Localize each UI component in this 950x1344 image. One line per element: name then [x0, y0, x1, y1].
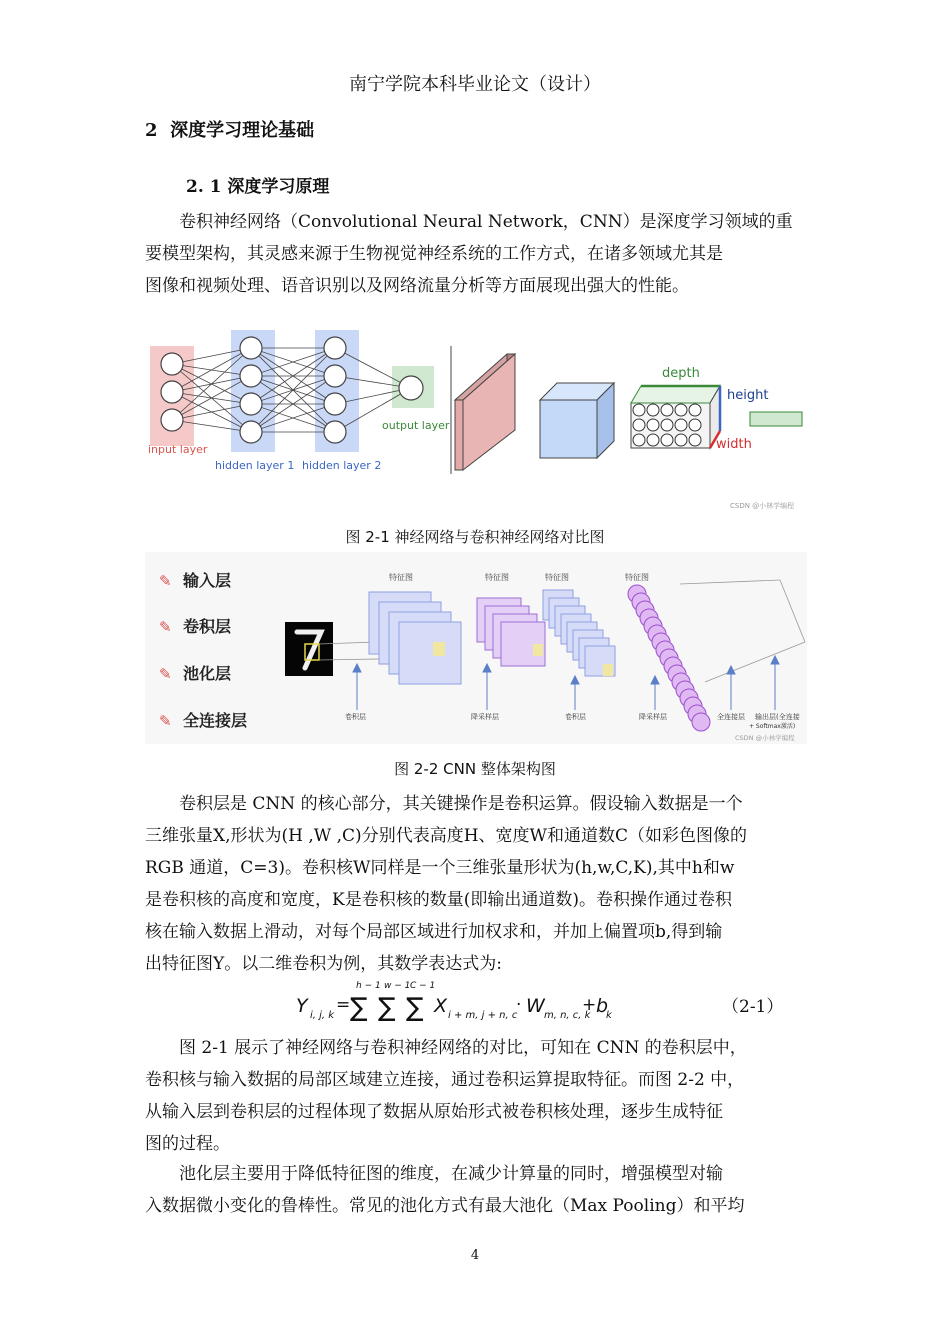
neuron-grid	[633, 404, 701, 446]
section-heading	[145, 116, 314, 142]
label-width: width	[716, 437, 752, 452]
equation-number: （2-1）	[722, 997, 784, 1017]
label-height: height	[727, 388, 769, 403]
label-hidden-layer-1: hidden layer 1	[215, 459, 295, 472]
label-feature-map: 特征图	[545, 573, 569, 582]
paragraph-conv-layer	[145, 788, 807, 980]
figure1-watermark: CSDN @小林学编程	[730, 502, 795, 510]
page-number: 4	[470, 1248, 480, 1263]
legend-fc-layer: 全连接层	[183, 711, 248, 730]
paragraph-line: 图的过程。	[145, 1134, 230, 1154]
pencil-icon: ✎	[159, 665, 172, 683]
eq-w: W	[526, 995, 545, 1017]
label-input-layer: input layer	[148, 443, 208, 456]
eq-w-sub: m, n, c, k	[544, 1010, 591, 1021]
eq-sum-1-upper: h − 1	[356, 981, 381, 991]
label-depth: depth	[662, 366, 700, 381]
label-output-stage-softmax: + Softmax激活)	[749, 723, 796, 730]
section-number: 2	[145, 120, 158, 141]
cnn-feature-cube	[540, 400, 597, 458]
section-title: 深度学习理论基础	[170, 120, 315, 141]
eq-sum-1: ∑	[350, 993, 368, 1023]
paragraph-cnn-intro	[145, 206, 807, 302]
paragraph-line: 入数据微小变化的鲁棒性。常见的池化方式有最大池化（Max Pooling）和平均	[145, 1196, 745, 1216]
paragraph-line: 图像和视频处理、语音识别以及网络流量分析等方面展现出强大的性能。	[145, 276, 689, 296]
cnn-output-vector	[750, 412, 802, 426]
eq-dot: ·	[516, 995, 522, 1015]
eq-equals: =	[336, 995, 351, 1015]
paragraph-pooling-layer	[145, 1158, 807, 1222]
legend-pool-layer: 池化层	[183, 664, 232, 683]
paragraph-line: 出特征图Y。以二维卷积为例，其数学表达式为:	[145, 954, 502, 974]
paragraph-line: 池化层主要用于降低特征图的维度，在减少计算量的同时，增强模型对输	[179, 1164, 723, 1184]
paragraph-line: 图 2-1 展示了神经网络与卷积神经网络的对比，可知在 CNN 的卷积层中，	[179, 1038, 747, 1058]
pencil-icon: ✎	[159, 712, 172, 730]
eq-sum-3-upper: C − 1	[410, 981, 436, 991]
label-pool-stage: 降采样层	[471, 713, 499, 721]
equation-2-1	[290, 974, 710, 1030]
eq-b: b	[596, 995, 609, 1017]
label-feature-map: 特征图	[625, 573, 649, 582]
paragraph-line: 要模型架构，其灵感来源于生物视觉神经系统的工作方式，在诸多领域尤其是	[145, 244, 723, 264]
label-conv-stage: 卷积层	[565, 713, 586, 721]
paragraph-figure-discussion	[145, 1032, 807, 1160]
label-feature-map: 特征图	[485, 573, 509, 582]
eq-lhs: Y	[296, 995, 308, 1017]
label-conv-stage: 卷积层	[345, 713, 366, 721]
figure-1-caption: 图 2-1 神经网络与卷积神经网络对比图	[345, 528, 605, 546]
label-hidden-layer-2: hidden layer 2	[302, 459, 382, 472]
paragraph-line: RGB 通道，C=3)。卷积核W同样是一个三维张量形状为(h,w,C,K),其中h和w	[145, 858, 735, 878]
subsection-heading: 2. 1 深度学习原理	[186, 177, 330, 197]
paragraph-line: 三维张量X,形状为(H ,W ,C)分别代表高度H、宽度W和通道数C（如彩色图像的	[145, 826, 747, 846]
paragraph-line: 是卷积核的高度和宽度，K是卷积核的数量(即输出通道数)。卷积操作通过卷积	[145, 890, 732, 910]
pencil-icon: ✎	[159, 618, 172, 636]
eq-x-sub: i + m, j + n, c	[448, 1010, 518, 1021]
label-feature-map: 特征图	[389, 573, 413, 582]
figure-nn-vs-cnn	[145, 318, 807, 518]
eq-sum-2-upper: w − 1	[384, 981, 411, 991]
eq-x: X	[434, 995, 448, 1017]
eq-b-sub: k	[606, 1010, 612, 1021]
legend-conv-layer: 卷积层	[183, 617, 232, 636]
figure-2-caption: 图 2-2 CNN 整体架构图	[394, 760, 556, 778]
eq-lhs-sub: i, j, k	[310, 1010, 335, 1021]
page-header-title: 南宁学院本科毕业论文（设计）	[349, 74, 601, 95]
figure-cnn-architecture	[145, 552, 807, 744]
label-output-stage: 输出层(全连接	[755, 713, 800, 721]
paragraph-line: 卷积核与输入数据的局部区域建立连接，通过卷积运算提取特征。而图 2-2 中，	[145, 1070, 745, 1090]
paragraph-line: 从输入层到卷积层的过程体现了数据从原始形式被卷积核处理，逐步生成特征	[145, 1102, 723, 1122]
network-connections	[172, 348, 411, 432]
eq-sum-2: ∑	[378, 993, 396, 1023]
label-output-layer: output layer	[382, 419, 450, 432]
eq-sum-3: ∑	[406, 993, 424, 1023]
label-fc-stage: 全连接层	[717, 713, 745, 721]
pencil-icon: ✎	[159, 572, 172, 590]
label-pool-stage: 降采样层	[639, 713, 667, 721]
paragraph-line: 卷积层是 CNN 的核心部分，其关键操作是卷积运算。假设输入数据是一个	[179, 794, 743, 814]
paragraph-line: 核在输入数据上滑动，对每个局部区域进行加权求和，并加上偏置项b,得到输	[145, 922, 723, 942]
legend-input-layer: 输入层	[183, 571, 232, 590]
eq-plus: +	[582, 995, 597, 1015]
figure2-watermark: CSDN @小林学编程	[735, 734, 795, 742]
paragraph-line: 卷积神经网络（Convolutional Neural Network，CNN）是深度学习领域的重	[179, 212, 793, 232]
